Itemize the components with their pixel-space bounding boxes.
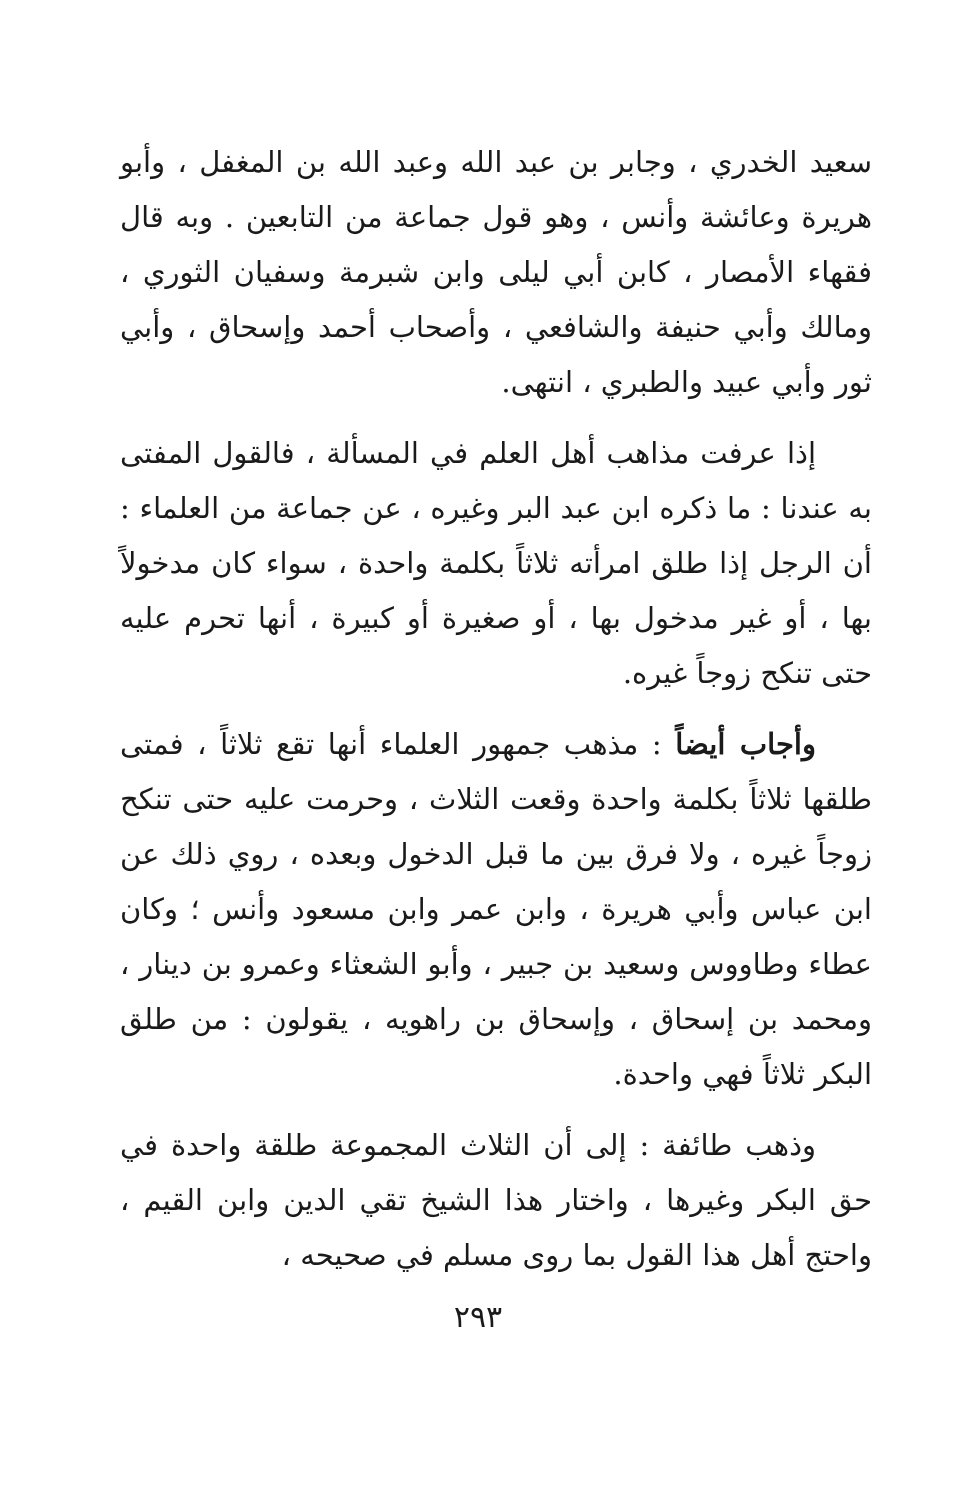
paragraph-4 (120, 1118, 872, 1283)
page-body-text (120, 135, 872, 1283)
paragraph-2 (120, 426, 872, 701)
paragraph-3 (120, 717, 872, 1102)
page-number: ٢٩٣ (453, 1300, 503, 1335)
paragraph-4-text: وذهب طائفة : إلى أن الثلاث المجموعة طلقة واحدة في حق البكر وغيرها ، واختار هذا الشيخ تقي الدين وابن القيم ، واحتج أهل هذا القول بما روى مسلم في صحيحه ، (120, 1128, 872, 1272)
paragraph-1-text: سعيد الخدري ، وجابر بن عبد الله وعبد الله بن المغفل ، وأبو هريرة وعائشة وأنس ، وهو قول جماعة من التابعين . وبه قال فقهاء الأمصار ، كابن أبي ليلى وابن شبرمة وسفيان الثوري ، ومالك وأبي حنيفة والشافعي ، وأصحاب أحمد وإسحاق ، وأبي ثور وأبي عبيد والطبري ، انتهى. (120, 145, 872, 399)
paragraph-1 (120, 135, 872, 410)
paragraph-3-lead: وأجاب أيضاً (675, 727, 816, 761)
paragraph-2-text: إذا عرفت مذاهب أهل العلم في المسألة ، فالقول المفتى به عندنا : ما ذكره ابن عبد البر وغيره ، عن جماعة من العلماء : أن الرجل إذا طلق امرأته ثلاثاً بكلمة واحدة ، سواء كان مدخولاً بها ، أو غير مدخول بها ، أو صغيرة أو كبيرة ، أنها تحرم عليه حتى تنكح زوجاً غيره. (120, 436, 872, 690)
paragraph-3-text: : مذهب جمهور العلماء أنها تقع ثلاثاً ، فمتى طلقها ثلاثاً بكلمة واحدة وقعت الثلاث ، وحرمت عليه حتى تنكح زوجاً غيره ، ولا فرق بين ما قبل الدخول وبعده ، روي ذلك عن ابن عباس وأبي هريرة ، وابن عمر وابن مسعود وأنس ؛ وكان عطاء وطاووس وسعيد بن جبير ، وأبو الشعثاء وعمرو بن دينار ، ومحمد بن إسحاق ، وإسحاق بن راهويه ، يقولون : من طلق البكر ثلاثاً فهي واحدة. (120, 727, 872, 1091)
